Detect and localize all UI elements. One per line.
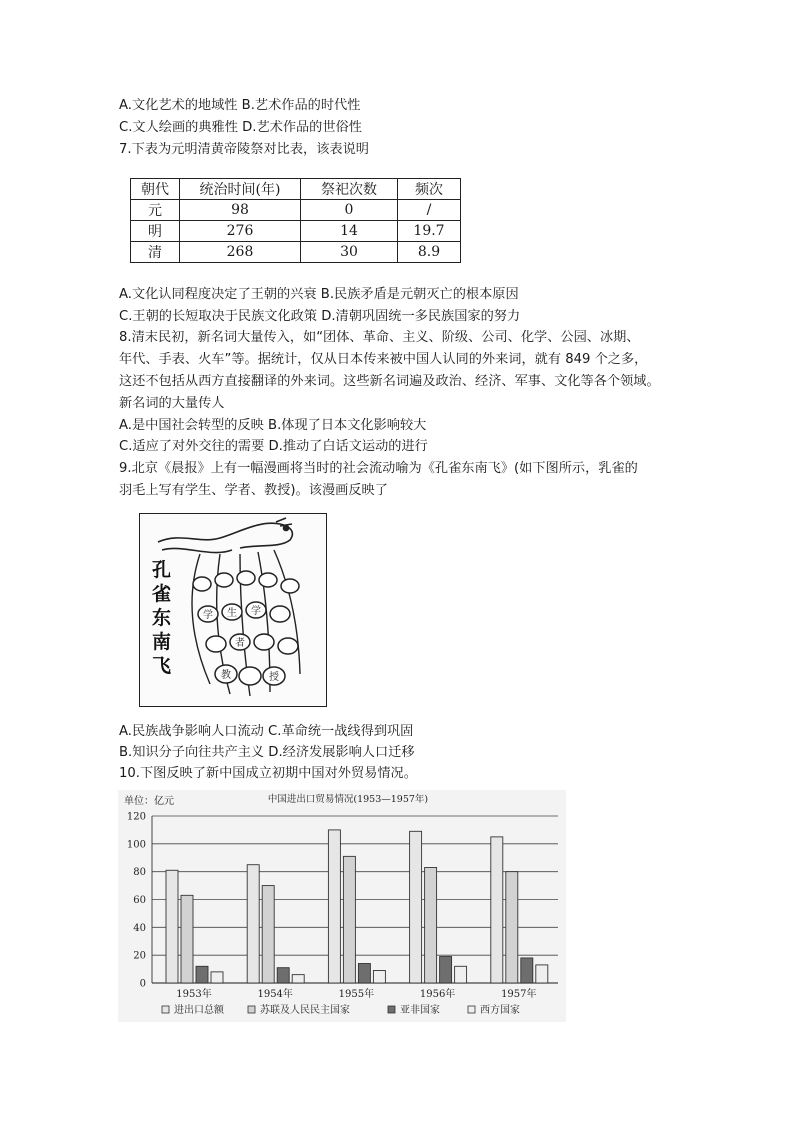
bar-0 xyxy=(166,870,178,983)
table-cell: 14 xyxy=(301,221,398,242)
legend-label: 亚非国家 xyxy=(400,1005,440,1016)
table-cell: 19.7 xyxy=(398,221,461,242)
x-tick-label: 1954年 xyxy=(257,989,293,1000)
y-tick-label: 120 xyxy=(126,811,146,823)
option-line: C.适应了对外交往的需要 D.推动了白话文运动的进行 xyxy=(119,439,428,454)
peacock-cartoon xyxy=(139,513,327,707)
option-line: C.文人绘画的典雅性 D.艺术作品的世俗性 xyxy=(119,120,362,135)
legend-label: 西方国家 xyxy=(480,1005,520,1016)
bar-1 xyxy=(343,856,355,983)
table-cell: / xyxy=(398,200,461,221)
table-row xyxy=(131,221,461,242)
chart-unit-label: 单位：亿元 xyxy=(124,796,174,807)
option-line: C.王朝的长短取决于民族文化政策 D.清朝巩固统一多民族国家的努力 xyxy=(119,309,521,324)
table-cell: 清 xyxy=(131,242,180,263)
x-tick-label: 1955年 xyxy=(338,989,375,1000)
table-cell: 明 xyxy=(131,221,180,242)
trade-chart xyxy=(118,790,566,1022)
x-tick-label: 1956年 xyxy=(419,989,456,1000)
x-tick-label: 1953年 xyxy=(176,989,212,1000)
bar-1 xyxy=(506,872,518,983)
table-row xyxy=(131,242,461,263)
question-7-stem: 7.下表为元明清黄帝陵祭对比表，该表说明 xyxy=(119,142,369,157)
bar-2 xyxy=(196,966,208,983)
y-tick-label: 100 xyxy=(126,839,146,851)
table-cell: 8.9 xyxy=(398,242,461,263)
option-line: A.文化艺术的地域性 B.艺术作品的时代性 xyxy=(119,98,361,113)
option-line: A.文化认同程度决定了王朝的兴衰 B.民族矛盾是元朝灭亡的根本原因 xyxy=(119,287,519,302)
y-tick-label: 60 xyxy=(133,895,146,906)
table-header-cell: 统治时间(年) xyxy=(180,179,301,200)
table-cell: 268 xyxy=(180,242,301,263)
chart-title: 中国进出口贸易情况(1953—1957年) xyxy=(267,794,429,805)
table-header-cell: 祭祀次数 xyxy=(301,179,398,200)
bar-3 xyxy=(536,965,548,983)
table-row xyxy=(131,200,461,221)
y-tick-label: 20 xyxy=(133,950,146,962)
table-cell: 0 xyxy=(301,200,398,221)
bar-2 xyxy=(277,968,289,983)
y-tick-label: 0 xyxy=(139,978,146,990)
bar-3 xyxy=(455,966,467,983)
question-9-stem: 9.北京《晨报》上有一幅漫画将当时的社会流动喻为《孔雀东南飞》(如下图所示，乳雀的 xyxy=(119,461,638,476)
bar-1 xyxy=(262,886,274,983)
bar-0 xyxy=(328,830,340,983)
option-line: A.是中国社会转型的反映 B.体现了日本文化影响较大 xyxy=(119,418,427,433)
bar-0 xyxy=(491,837,503,983)
option-line: A.民族战争影响人口流动 C.革命统一战线得到巩固 xyxy=(119,724,414,739)
table-header-cell: 朝代 xyxy=(131,179,180,200)
legend-swatch xyxy=(468,1006,475,1013)
legend-swatch xyxy=(162,1006,169,1013)
bar-3 xyxy=(211,972,223,983)
feather-word: 教 xyxy=(221,670,231,681)
feather-word: 授 xyxy=(269,672,279,683)
bar-1 xyxy=(425,867,437,983)
bar-2 xyxy=(440,957,452,983)
table-cell: 98 xyxy=(180,200,301,221)
question-8-stem: 新名词的大量传人 xyxy=(119,396,225,411)
question-8-stem: 这还不包括从西方直接翻译的外来词。这些新名词遍及政治、经济、军事、文化等各个领域。 xyxy=(119,374,660,389)
legend-swatch xyxy=(248,1006,255,1013)
question-10-stem: 10.下图反映了新中国成立初期中国对外贸易情况。 xyxy=(119,766,417,781)
legend-swatch xyxy=(388,1006,395,1013)
bar-0 xyxy=(247,865,259,983)
y-tick-label: 40 xyxy=(133,922,146,934)
cartoon-caption: 孔雀东南飞 xyxy=(152,559,172,677)
table-header-cell: 频次 xyxy=(398,179,461,200)
bar-3 xyxy=(373,970,385,983)
trade-bar-chart xyxy=(118,790,566,1022)
dynasty-comparison-table xyxy=(130,178,461,263)
feather-word: 生 xyxy=(227,608,237,619)
table-cell: 276 xyxy=(180,221,301,242)
feather-word: 学 xyxy=(251,606,261,617)
question-9-stem: 羽毛上写有学生、学者、教授)。该漫画反映了 xyxy=(119,483,388,498)
bar-2 xyxy=(358,964,370,983)
table-header-row xyxy=(131,179,461,200)
bar-0 xyxy=(410,831,422,983)
x-tick-label: 1957年 xyxy=(501,989,537,1000)
table-cell: 30 xyxy=(301,242,398,263)
legend-label: 苏联及人民民主国家 xyxy=(260,1005,350,1016)
legend-label: 进出口总额 xyxy=(174,1005,224,1016)
feather-word: 者 xyxy=(235,638,245,649)
feather-word: 学 xyxy=(203,610,213,621)
bar-2 xyxy=(521,958,533,983)
option-line: B.知识分子向往共产主义 D.经济发展影响人口迁移 xyxy=(119,745,415,760)
question-8-stem: 8.清末民初，新名词大量传入，如“团体、革命、主义、阶级、公司、化学、公园、冰期、 xyxy=(119,330,640,345)
y-tick-label: 80 xyxy=(133,867,146,879)
bar-1 xyxy=(181,895,193,983)
bar-3 xyxy=(292,975,304,983)
question-8-stem: 年代、手表、火车”等。据统计，仅从日本传来被中国人认同的外来词，就有 849 个之多， xyxy=(119,352,648,367)
table-cell: 元 xyxy=(131,200,180,221)
